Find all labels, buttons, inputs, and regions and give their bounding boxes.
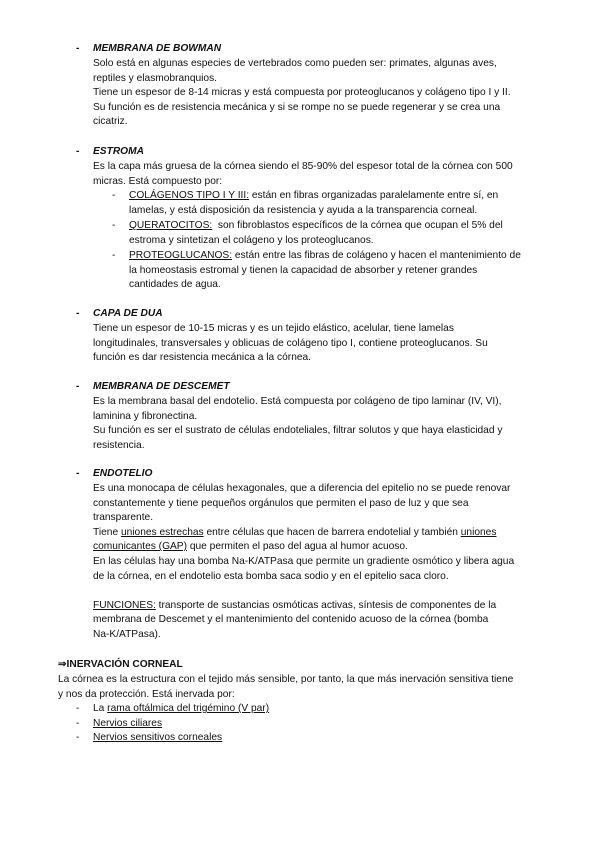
text-line: resistencia. — [93, 439, 145, 451]
bullet-dash: - — [76, 703, 80, 714]
term-uniones: uniones — [460, 526, 497, 538]
section-title: CAPA DE DUA — [93, 308, 163, 319]
term-text: son fibroblastos específicos de la córnea que ocupan el 5% del — [212, 220, 503, 231]
text-span: La — [93, 703, 108, 714]
inervacion-body — [58, 673, 568, 702]
text-line: la homeostasis estromal y tienen la capacidad de absorber y retener grandes — [129, 264, 478, 276]
text-line: Es la capa más gruesa de la córnea siendo el 85-90% del espesor total de la córnea con 500 — [93, 161, 513, 172]
term-comunicantes: comunicantes (GAP) — [93, 541, 187, 553]
bullet-dash: - — [76, 146, 80, 157]
text-line: cantidades de agua. — [129, 279, 221, 291]
section-title: MEMBRANA DE BOWMAN — [93, 43, 222, 54]
section-body — [93, 57, 568, 130]
term-text: están en fibras organizadas paralelamente entre sí, en — [249, 190, 499, 201]
term-uniones-estrechas: uniones estrechas — [120, 526, 204, 538]
text-span: Tiene — [93, 526, 121, 538]
text-line: Es la membrana basal del endotelio. Está compuesta por colágeno de tipo laminar (IV, VI), — [93, 396, 502, 407]
sublist-text — [129, 219, 569, 248]
term-rama-oftalmica: rama oftálmica del trigémino (V par) — [107, 703, 270, 714]
text-line: La córnea es la estructura con el tejido más sensible, por tanto, la que más inervación sensitiva tiene — [58, 674, 514, 685]
term-nervios-sensitivos: Nervios sensitivos corneales — [93, 732, 223, 743]
term-label: QUERATOCITOS: — [129, 220, 213, 231]
sublist-text — [129, 249, 569, 293]
term-funciones: FUNCIONES: — [93, 599, 156, 611]
bullet-dash: - — [76, 732, 80, 743]
term-nervios-ciliares: Nervios ciliares — [93, 718, 163, 729]
text-line: lamelas, y está disposición da resistencia y ayuda a la transparencia corneal. — [129, 204, 478, 216]
text-line: de la córnea, en el endotelio esta bomba saca sodio y en el epitelio saca cloro. — [93, 570, 449, 582]
text-line: Su función es de resistencia mecánica y si se rompe no se puede regenerar y se crea una — [93, 101, 501, 113]
uniones-line-2 — [93, 540, 568, 555]
text-line: En las células hay una bomba Na-K/ATPasa que permite un gradiente osmótico y libera agua — [93, 555, 515, 567]
text-span: transporte de sustancias osmóticas activas, síntesis de componentes de la — [155, 599, 497, 611]
text-line: longitudinales, transversales y oblicuas de colágeno tipo I, contiene proteoglucanos. Su — [93, 337, 488, 349]
bullet-dash: - — [112, 250, 116, 261]
bullet-dash: - — [76, 308, 80, 319]
text-line: y nos da protección. Está inervada por: — [58, 688, 235, 700]
text-line: Solo está en algunas especies de vertebrados como pueden ser: primates, algunas aves, — [93, 58, 497, 69]
section-body — [93, 395, 568, 453]
text-line: transparente. — [93, 512, 154, 524]
section-body — [93, 482, 568, 643]
text-line: Tiene un espesor de 8-14 micras y está compuesta por proteoglucanos y colágeno tipo I y II. — [93, 87, 511, 99]
text-line: constantemente y tiene pequeños orgánulos que permiten el paso de luz y que sea — [93, 497, 469, 509]
bullet-dash: - — [76, 43, 80, 54]
sublist-text — [129, 189, 569, 218]
text-line: función es dar resistencia mecánica a la córnea. — [93, 352, 312, 364]
bullet-dash: - — [112, 190, 116, 201]
text-line: Tiene un espesor de 10-15 micras y es un tejido elástico, acelular, tiene lamelas — [93, 323, 454, 334]
term-label: PROTEOGLUCANOS: — [129, 250, 233, 261]
section-title: MEMBRANA DE DESCEMET — [93, 381, 230, 392]
bullet-dash: - — [76, 718, 80, 729]
text-line: reptiles y elasmobranquios. — [93, 72, 218, 84]
bullet-dash: - — [76, 381, 80, 392]
text-line: micras. Está compuesto por: — [93, 175, 223, 187]
text-line: laminina y fibronectina. — [93, 410, 198, 422]
text-line: membrana de Descemet y el mantenimiento del contenido acuoso de la córnea (bomba — [93, 614, 489, 626]
text-line: estroma y sintetizan el colágeno y los proteoglucanos. — [129, 234, 374, 246]
uniones-line — [93, 526, 568, 541]
text-line: Es una monocapa de células hexagonales, que a diferencia del epitelio no se puede renovar — [93, 483, 511, 494]
blank-line — [93, 584, 568, 599]
text-span: entre células que hacen de barrera endotelial y también — [203, 526, 461, 538]
text-line: Na-K/ATPasa). — [93, 628, 161, 640]
term-text: están entre las fibras de colágeno y hacen el mantenimiento de — [232, 250, 521, 261]
text-span: que permiten el paso del agua al humor acuoso. — [187, 541, 408, 553]
section-body — [93, 322, 568, 366]
text-line: Su función es ser el sustrato de células endoteliales, filtrar solutos y que haya elasticidad y — [93, 425, 503, 437]
section-title: ENDOTELIO — [93, 468, 153, 479]
term-label: COLÁGENOS TIPO I Y III: — [129, 190, 250, 201]
text-line: cicatriz. — [93, 116, 128, 128]
section-title-inervacion: ⇒INERVACIÓN CORNEAL — [58, 659, 183, 670]
section-title: ESTROMA — [93, 146, 144, 157]
bullet-dash: - — [76, 468, 80, 479]
bullet-dash: - — [112, 220, 116, 231]
section-body — [93, 160, 568, 189]
